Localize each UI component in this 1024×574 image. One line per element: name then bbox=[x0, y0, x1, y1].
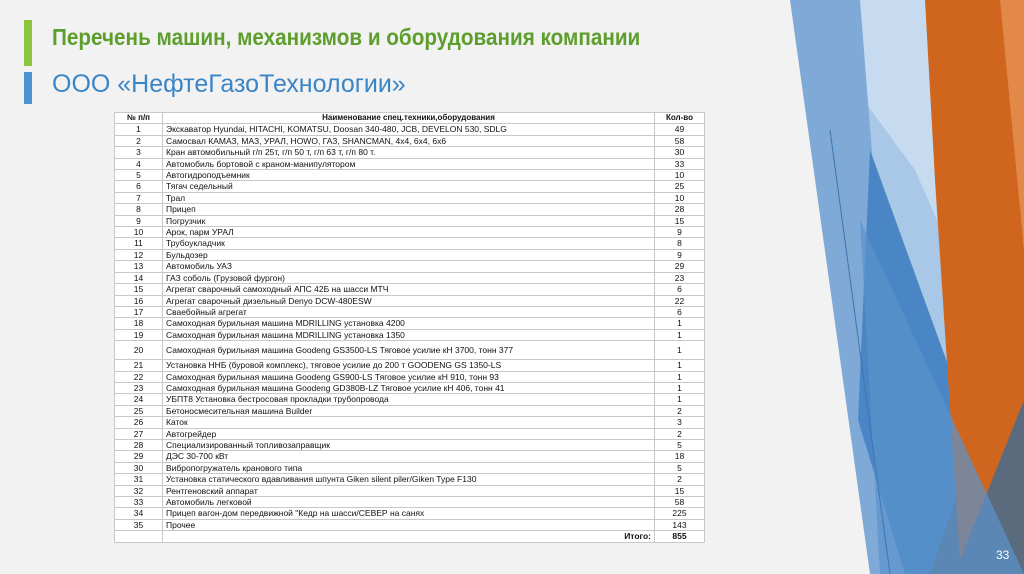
row-quantity: 29 bbox=[655, 261, 705, 272]
row-name: Автомобиль бортовой с краном-манипулятором bbox=[163, 158, 655, 169]
row-number: 31 bbox=[115, 474, 163, 485]
row-number: 21 bbox=[115, 360, 163, 371]
row-name: Трал bbox=[163, 192, 655, 203]
table-row bbox=[115, 394, 705, 405]
row-number: 34 bbox=[115, 508, 163, 519]
row-number: 5 bbox=[115, 170, 163, 181]
table-row bbox=[115, 462, 705, 473]
row-quantity: 15 bbox=[655, 215, 705, 226]
row-quantity: 143 bbox=[655, 519, 705, 530]
header-number: № п/п bbox=[115, 113, 163, 124]
row-quantity: 5 bbox=[655, 462, 705, 473]
row-number: 7 bbox=[115, 192, 163, 203]
row-number: 14 bbox=[115, 272, 163, 283]
table-row bbox=[115, 329, 705, 340]
row-name: Трубоукладчик bbox=[163, 238, 655, 249]
row-quantity: 33 bbox=[655, 158, 705, 169]
total-label: Итого: bbox=[163, 531, 655, 542]
row-name: Установка статического вдавливания шпунта Giken silent piler/Giken Type F130 bbox=[163, 474, 655, 485]
row-quantity: 1 bbox=[655, 318, 705, 329]
table-row bbox=[115, 261, 705, 272]
table-row bbox=[115, 272, 705, 283]
row-number: 13 bbox=[115, 261, 163, 272]
row-name: Экскаватор Hyundai, HITACHI, KOMATSU, Doosan 340-480, JCB, DEVELON 530, SDLG bbox=[163, 124, 655, 135]
table-row bbox=[115, 227, 705, 238]
row-name: ГАЗ соболь (Грузовой фургон) bbox=[163, 272, 655, 283]
table-row bbox=[115, 170, 705, 181]
row-number: 33 bbox=[115, 497, 163, 508]
row-quantity: 6 bbox=[655, 284, 705, 295]
table-row bbox=[115, 124, 705, 135]
table-row bbox=[115, 215, 705, 226]
row-name: Погрузчик bbox=[163, 215, 655, 226]
row-name: Специализированный топливозаправщик bbox=[163, 439, 655, 450]
row-number: 22 bbox=[115, 371, 163, 382]
row-name: Рентгеновский аппарат bbox=[163, 485, 655, 496]
row-quantity: 225 bbox=[655, 508, 705, 519]
table-row bbox=[115, 360, 705, 371]
row-name: УБПТ8 Установка бестросовая прокладки трубопровода bbox=[163, 394, 655, 405]
row-number: 25 bbox=[115, 405, 163, 416]
table-row bbox=[115, 249, 705, 260]
row-name: Сваебойный агрегат bbox=[163, 306, 655, 317]
table-row bbox=[115, 341, 705, 360]
row-quantity: 58 bbox=[655, 135, 705, 146]
row-quantity: 10 bbox=[655, 170, 705, 181]
table-total-row bbox=[115, 531, 705, 542]
row-name: Автомобиль легковой bbox=[163, 497, 655, 508]
row-name: Агрегат сварочный самоходный АПС 42Б на шасси МТЧ bbox=[163, 284, 655, 295]
row-quantity: 9 bbox=[655, 227, 705, 238]
row-number: 2 bbox=[115, 135, 163, 146]
row-number: 27 bbox=[115, 428, 163, 439]
row-name: ДЭС 30-700 кВт bbox=[163, 451, 655, 462]
row-name: Кран автомобильный г/п 25т, г/п 50 т, г/п 63 т, г/п 80 т. bbox=[163, 147, 655, 158]
row-quantity: 1 bbox=[655, 341, 705, 360]
table-row bbox=[115, 295, 705, 306]
row-quantity: 15 bbox=[655, 485, 705, 496]
page-number: 33 bbox=[996, 548, 1010, 562]
row-quantity: 1 bbox=[655, 329, 705, 340]
table-row bbox=[115, 371, 705, 382]
row-number: 15 bbox=[115, 284, 163, 295]
row-quantity: 9 bbox=[655, 249, 705, 260]
row-number: 19 bbox=[115, 329, 163, 340]
table-row bbox=[115, 192, 705, 203]
slide-title: Перечень машин, механизмов и оборудования компании bbox=[52, 24, 641, 50]
row-quantity: 25 bbox=[655, 181, 705, 192]
row-quantity: 58 bbox=[655, 497, 705, 508]
table-row bbox=[115, 519, 705, 530]
row-number: 35 bbox=[115, 519, 163, 530]
row-name: Вибропогружатель кранового типа bbox=[163, 462, 655, 473]
row-quantity: 49 bbox=[655, 124, 705, 135]
row-quantity: 6 bbox=[655, 306, 705, 317]
table-row bbox=[115, 508, 705, 519]
table-row bbox=[115, 497, 705, 508]
row-quantity: 23 bbox=[655, 272, 705, 283]
row-number: 28 bbox=[115, 439, 163, 450]
row-name: Тягач седельный bbox=[163, 181, 655, 192]
row-name: Арок, парм УРАЛ bbox=[163, 227, 655, 238]
row-number: 17 bbox=[115, 306, 163, 317]
row-quantity: 2 bbox=[655, 405, 705, 416]
row-number: 12 bbox=[115, 249, 163, 260]
row-quantity: 10 bbox=[655, 192, 705, 203]
row-number: 16 bbox=[115, 295, 163, 306]
row-number: 20 bbox=[115, 341, 163, 360]
row-quantity: 22 bbox=[655, 295, 705, 306]
row-number: 24 bbox=[115, 394, 163, 405]
table-row bbox=[115, 238, 705, 249]
row-name: Прицеп bbox=[163, 204, 655, 215]
row-number: 30 bbox=[115, 462, 163, 473]
equipment-table bbox=[114, 112, 705, 543]
row-quantity: 2 bbox=[655, 474, 705, 485]
row-name: Бульдозер bbox=[163, 249, 655, 260]
row-name: Каток bbox=[163, 417, 655, 428]
table-row bbox=[115, 147, 705, 158]
table-row bbox=[115, 306, 705, 317]
table-row bbox=[115, 474, 705, 485]
row-name: Самосвал КАМАЗ, МАЗ, УРАЛ, HOWO, ГАЗ, SHANCMAN, 4x4, 6x4, 6x6 bbox=[163, 135, 655, 146]
row-name: Прицеп вагон-дом передвижной "Кедр на шасси/СЕВЕР на санях bbox=[163, 508, 655, 519]
row-name: Бетоносмесительная машина Builder bbox=[163, 405, 655, 416]
row-number: 26 bbox=[115, 417, 163, 428]
row-name: Автогрейдер bbox=[163, 428, 655, 439]
subtitle-accent-bar bbox=[24, 72, 32, 104]
row-name: Агрегат сварочный дизельный Denyo DCW-480ESW bbox=[163, 295, 655, 306]
row-name: Самоходная бурильная машина MDRILLING установка 4200 bbox=[163, 318, 655, 329]
table-row bbox=[115, 451, 705, 462]
table-header-row bbox=[115, 113, 705, 124]
row-quantity: 1 bbox=[655, 360, 705, 371]
row-number: 23 bbox=[115, 382, 163, 393]
row-name: Автогидроподъемник bbox=[163, 170, 655, 181]
table-row bbox=[115, 382, 705, 393]
table-row bbox=[115, 135, 705, 146]
row-number: 32 bbox=[115, 485, 163, 496]
row-number: 6 bbox=[115, 181, 163, 192]
table-row bbox=[115, 417, 705, 428]
row-quantity: 30 bbox=[655, 147, 705, 158]
row-quantity: 1 bbox=[655, 371, 705, 382]
row-name: Самоходная бурильная машина MDRILLING установка 1350 bbox=[163, 329, 655, 340]
row-number: 1 bbox=[115, 124, 163, 135]
row-quantity: 1 bbox=[655, 382, 705, 393]
row-name: Самоходная бурильная машина Goodeng GS3500-LS Тяговое усилие кН 3700, тонн 377 bbox=[163, 341, 655, 360]
row-name: Установка ННБ (буровой комплекс), тяговое усилие до 200 т GOODENG GS 1350-LS bbox=[163, 360, 655, 371]
row-number: 4 bbox=[115, 158, 163, 169]
row-number: 11 bbox=[115, 238, 163, 249]
row-number: 18 bbox=[115, 318, 163, 329]
table-row bbox=[115, 181, 705, 192]
table-row bbox=[115, 158, 705, 169]
table-row bbox=[115, 439, 705, 450]
row-name: Прочее bbox=[163, 519, 655, 530]
row-quantity: 5 bbox=[655, 439, 705, 450]
company-name: ООО «НефтеГазоТехнологии» bbox=[52, 70, 406, 98]
row-number: 8 bbox=[115, 204, 163, 215]
row-name: Самоходная бурильная машина Goodeng GD380B-LZ Тяговое усилие кН 406, тонн 41 bbox=[163, 382, 655, 393]
row-number: 10 bbox=[115, 227, 163, 238]
total-value: 855 bbox=[655, 531, 705, 542]
table-row bbox=[115, 318, 705, 329]
row-number: 3 bbox=[115, 147, 163, 158]
row-number: 9 bbox=[115, 215, 163, 226]
table-row bbox=[115, 405, 705, 416]
row-quantity: 8 bbox=[655, 238, 705, 249]
row-quantity: 18 bbox=[655, 451, 705, 462]
row-number: 29 bbox=[115, 451, 163, 462]
table-row bbox=[115, 284, 705, 295]
header-name: Наименование спец.техники,оборудования bbox=[163, 113, 655, 124]
row-quantity: 1 bbox=[655, 394, 705, 405]
row-quantity: 28 bbox=[655, 204, 705, 215]
row-quantity: 2 bbox=[655, 428, 705, 439]
row-quantity: 3 bbox=[655, 417, 705, 428]
row-name: Самоходная бурильная машина Goodeng GS900-LS Тяговое усилие кН 910, тонн 93 bbox=[163, 371, 655, 382]
row-name: Автомобиль УАЗ bbox=[163, 261, 655, 272]
table-row bbox=[115, 204, 705, 215]
title-accent-bar bbox=[24, 20, 32, 66]
table-row bbox=[115, 428, 705, 439]
header-quantity: Кол-во bbox=[655, 113, 705, 124]
table-row bbox=[115, 485, 705, 496]
